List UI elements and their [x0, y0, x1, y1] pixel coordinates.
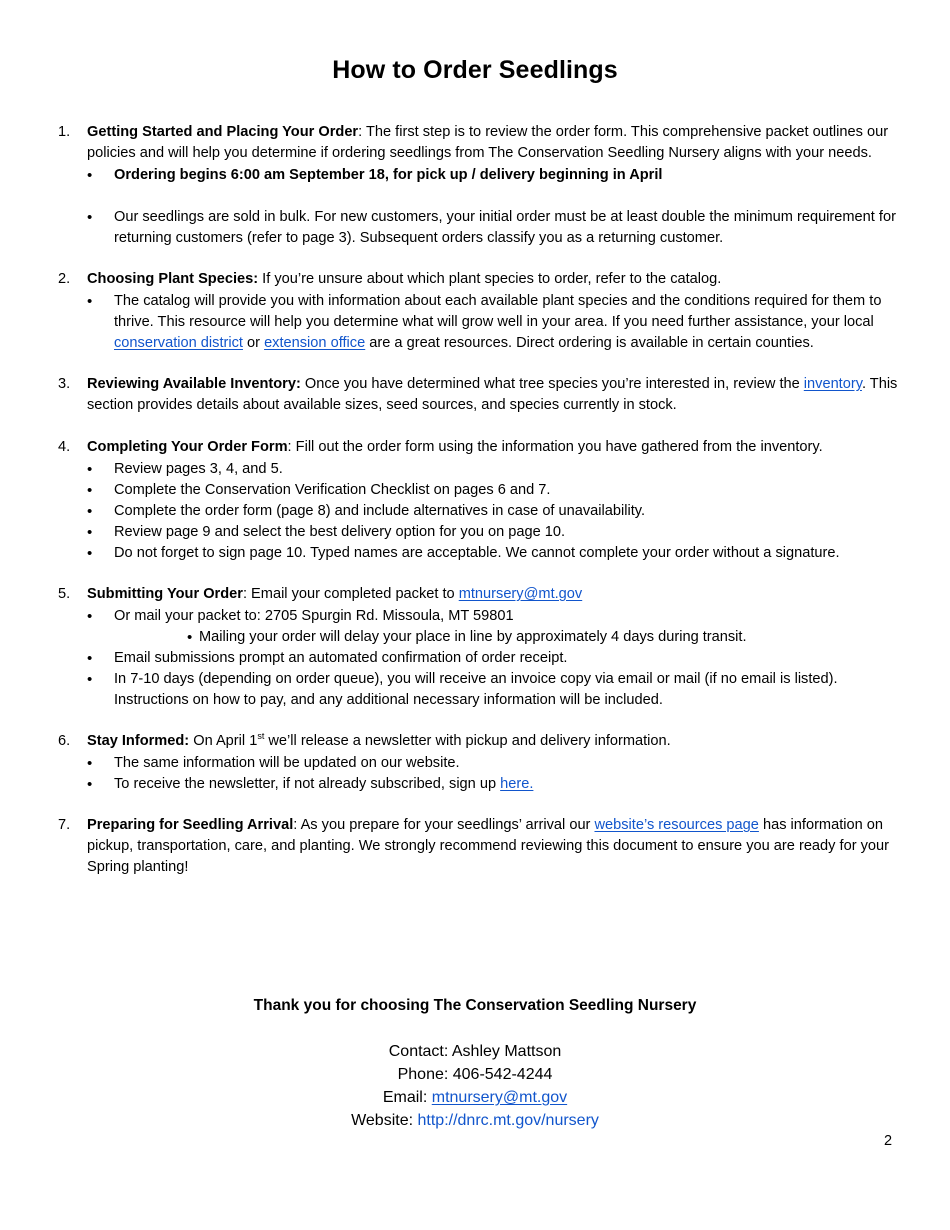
step-heading: Choosing Plant Species:: [87, 271, 259, 287]
bullet-item: • Or mail your packet to: 2705 Spurgin Rd. Missoula, MT 59801: [58, 606, 908, 627]
page-number: 2: [884, 1133, 893, 1149]
step-number: 5.: [58, 586, 71, 602]
resources-page-link[interactable]: website’s resources page: [594, 817, 759, 833]
bullet-item: [58, 774, 908, 795]
step-4: [58, 437, 908, 458]
step-text: : As you prepare for your seedlings’ arrival our: [293, 817, 595, 833]
step-number: 2.: [58, 271, 71, 287]
step-2: [58, 269, 908, 290]
bullet-text: or: [242, 335, 265, 351]
bullet-item: • Review page 9 and select the best delivery option for you on page 10.: [58, 522, 908, 543]
conservation-district-link[interactable]: conservation district: [114, 335, 243, 351]
sub-bullet-item: • Mailing your order will delay your place in line by approximately 4 days during transit.: [58, 627, 908, 648]
step-heading: Reviewing Available Inventory:: [87, 376, 301, 392]
inventory-link[interactable]: inventory: [803, 376, 862, 392]
step-text: : Email your completed packet to: [242, 586, 459, 602]
step-text: On April 1: [189, 733, 258, 749]
step-text: has information on pickup, transportation, care, and planting. We strongly recommend reviewing this document to ensure you are ready for your Spring planting!: [87, 817, 889, 875]
contact-name: Contact: Ashley Mattson: [388, 1043, 562, 1060]
newsletter-signup-link[interactable]: here.: [500, 776, 534, 792]
bullet-item: [58, 165, 908, 186]
bullet-item: • Do not forget to sign page 10. Typed names are acceptable. We cannot complete your order without a signature.: [58, 543, 908, 564]
step-3: [58, 374, 908, 416]
ordering-begins-note: Ordering begins 6:00 am September 18, for pick up / delivery beginning in April: [114, 167, 663, 183]
step-heading: Getting Started and Placing Your Order: [87, 124, 359, 140]
contact-email-link[interactable]: mtnursery@mt.gov: [431, 1089, 568, 1106]
step-text: Once you have determined what tree species you’re interested in, review the: [300, 376, 804, 392]
bullet-item: • Complete the Conservation Verification Checklist on pages 6 and 7.: [58, 480, 908, 501]
page-title: How to Order Seedlings: [332, 56, 618, 84]
contact-block: [0, 1040, 950, 1132]
step-heading: Submitting Your Order: [87, 586, 243, 602]
step-number: 1.: [58, 124, 71, 140]
contact-email-row: [0, 1086, 950, 1109]
bullet-text: The catalog will provide you with information about each available plant species and the conditions required for them to thrive. This resource will help you determine what will grow well in your area. If you need further assistance, your local: [114, 293, 882, 330]
email-label: Email:: [382, 1089, 432, 1106]
step-5: [58, 584, 908, 605]
step-number: 4.: [58, 439, 71, 455]
step-heading: Preparing for Seedling Arrival: [87, 817, 294, 833]
step-7: [58, 815, 908, 878]
contact-website-row: [0, 1109, 950, 1132]
contact-phone: Phone: 406-542-4244: [397, 1066, 553, 1083]
bullet-item: • Email submissions prompt an automated confirmation of order receipt.: [58, 648, 908, 669]
step-text: : The first step is to review the order form. This comprehensive packet outlines our policies and will help you determine if ordering seedlings from The Conservation Seedling Nursery aligns with your needs.: [87, 124, 889, 161]
step-number: 3.: [58, 376, 71, 392]
step-number: 7.: [58, 817, 71, 833]
step-text: . This section provides details about available sizes, seed sources, and species currently in stock.: [87, 376, 898, 413]
email-link[interactable]: mtnursery@mt.gov: [458, 586, 583, 602]
bullet-item: • Review pages 3, 4, and 5.: [58, 459, 908, 480]
bullet-item: • Complete the order form (page 8) and include alternatives in case of unavailability.: [58, 501, 908, 522]
ordinal-suffix: st: [257, 731, 265, 742]
bullet-item: [58, 291, 908, 354]
website-link[interactable]: http://dnrc.mt.gov/nursery: [417, 1112, 599, 1129]
website-label: Website:: [351, 1112, 418, 1129]
bullet-item: • The same information will be updated on our website.: [58, 753, 908, 774]
step-number: 6.: [58, 733, 71, 749]
step-1: [58, 122, 908, 164]
step-text: If you’re unsure about which plant species to order, refer to the catalog.: [258, 271, 722, 287]
bullet-text: To receive the newsletter, if not already subscribed, sign up: [114, 776, 501, 792]
bullet-item: • In 7-10 days (depending on order queue), you will receive an invoice copy via email or mail (if no email is listed). Instructions on how to pay, and any additional necessary information will be included.: [58, 669, 908, 711]
step-heading: Completing Your Order Form: [87, 439, 288, 455]
ordering-steps-list: [58, 122, 908, 878]
thank-you-note: Thank you for choosing The Conservation Seedling Nursery: [253, 997, 697, 1014]
extension-office-link[interactable]: extension office: [264, 335, 366, 351]
step-text: we’ll release a newsletter with pickup and delivery information.: [264, 733, 671, 749]
step-heading: Stay Informed:: [87, 733, 190, 749]
bullet-item: • Our seedlings are sold in bulk. For new customers, your initial order must be at least double the minimum requirement for returning customers (refer to page 3). Subsequent orders classify you as a returning customer.: [58, 207, 908, 249]
bullet-text: are a great resources. Direct ordering is available in certain counties.: [365, 335, 814, 351]
step-6: [58, 731, 908, 752]
step-text: : Fill out the order form using the information you have gathered from the inventory.: [287, 439, 823, 455]
